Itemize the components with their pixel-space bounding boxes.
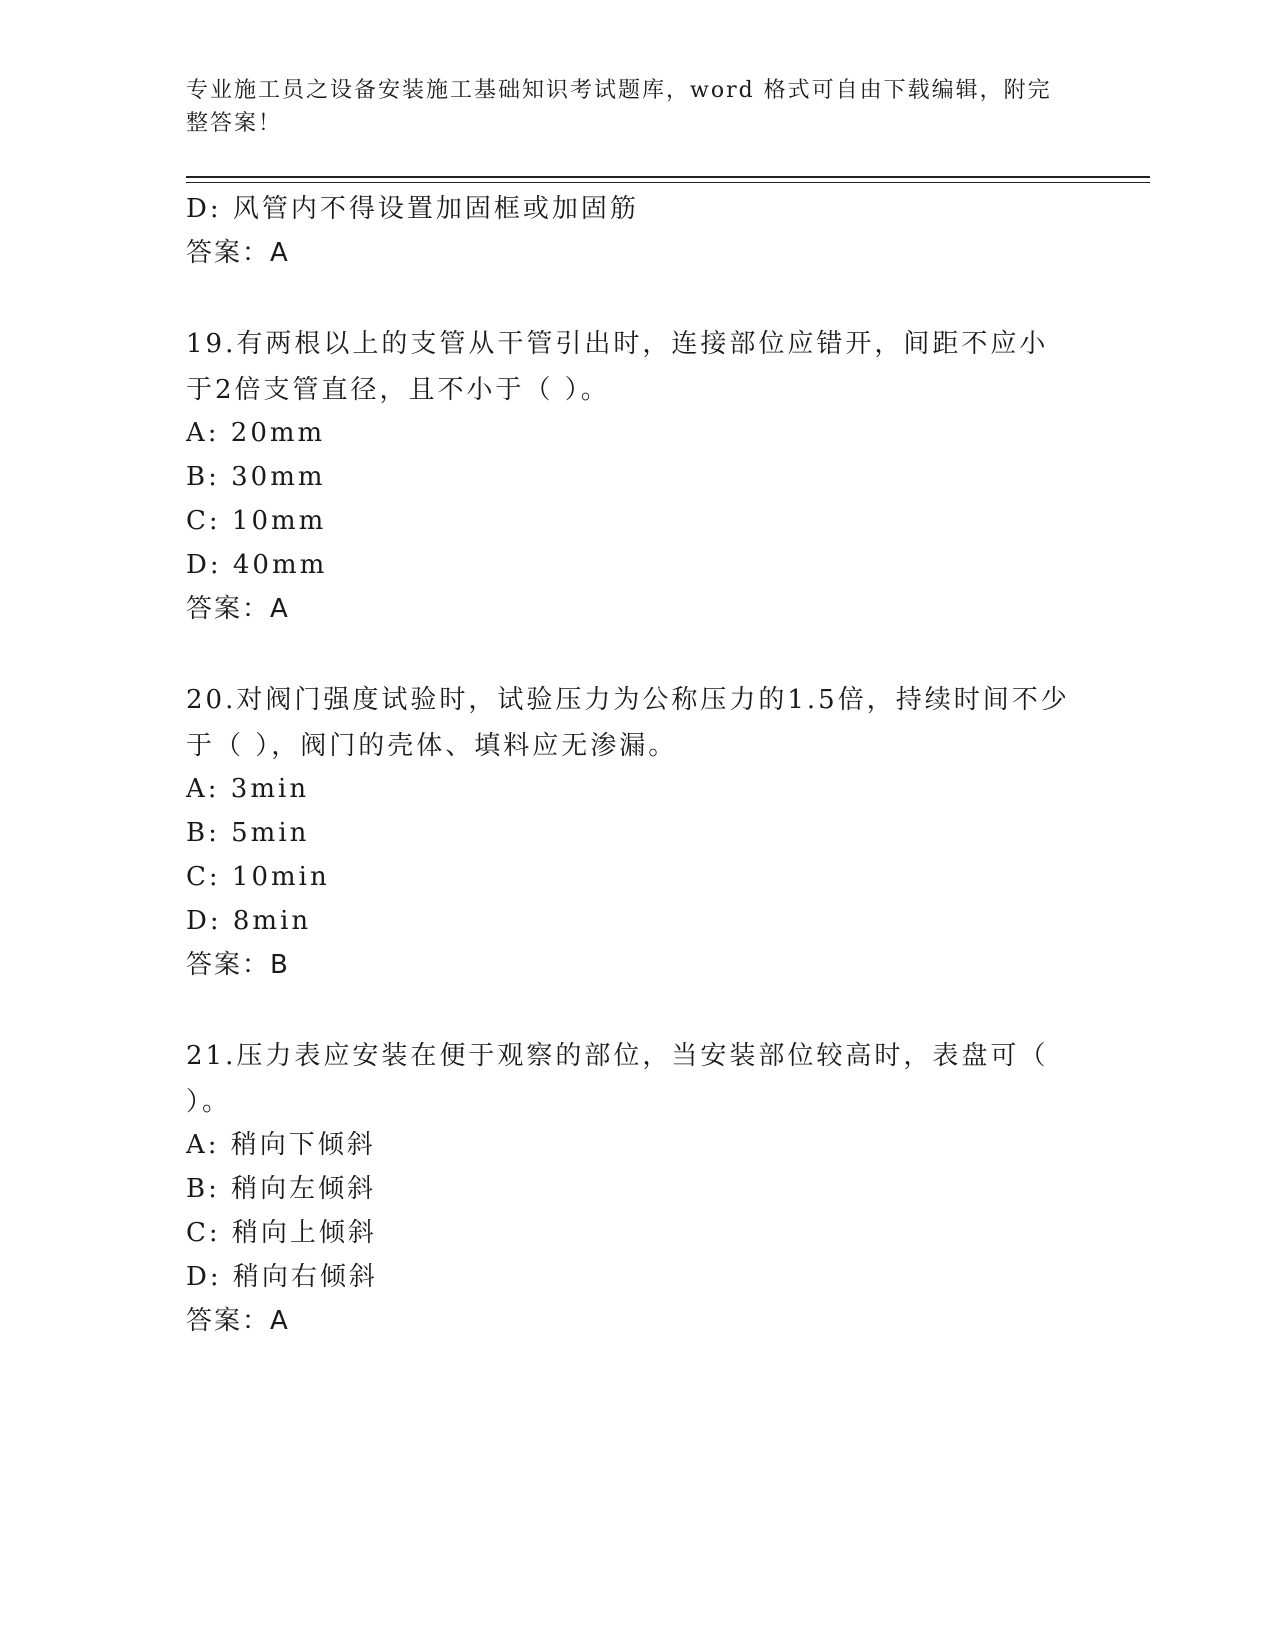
answer: 答案：A [186, 1306, 290, 1336]
option-d: D: 稍向右倾斜 [186, 1262, 378, 1292]
header-divider-thin [186, 182, 1150, 183]
option-d-continued: D: 风管内不得设置加固框或加固筋 [186, 194, 639, 224]
option-a: A: 稍向下倾斜 [186, 1130, 376, 1160]
header-divider-thick [186, 176, 1150, 178]
document-header: 专业施工员之设备安装施工基础知识考试题库，word 格式可自由下载编辑，附完整答案！ [186, 78, 1052, 136]
option-c: C: 10min [186, 862, 330, 892]
option-b: B: 稍向左倾斜 [186, 1174, 377, 1204]
answer: 答案：A [186, 594, 290, 624]
option-a: A: 3min [186, 774, 310, 804]
answer: 答案：B [186, 950, 290, 980]
option-b: B: 30mm [186, 462, 326, 492]
option-c: C: 10mm [186, 506, 327, 536]
option-c: C: 稍向上倾斜 [186, 1218, 377, 1248]
question-stem: 20.对阀门强度试验时，试验压力为公称压力的1.5倍，持续时间不少于（ ），阀门的壳体、填料应无渗漏。 [186, 685, 1070, 761]
answer-continued: 答案：A [186, 238, 290, 268]
option-a: A: 20mm [186, 418, 326, 448]
option-d: D: 8min [186, 906, 312, 936]
question-stem: 19.有两根以上的支管从干管引出时，连接部位应错开，间距不应小于2倍支管直径，且不小于（ ）。 [186, 329, 1049, 405]
option-b: B: 5min [186, 818, 310, 848]
question-stem: 21.压力表应安装在便于观察的部位，当安装部位较高时，表盘可（ ）。 [186, 1041, 1049, 1117]
option-d: D: 40mm [186, 550, 328, 580]
